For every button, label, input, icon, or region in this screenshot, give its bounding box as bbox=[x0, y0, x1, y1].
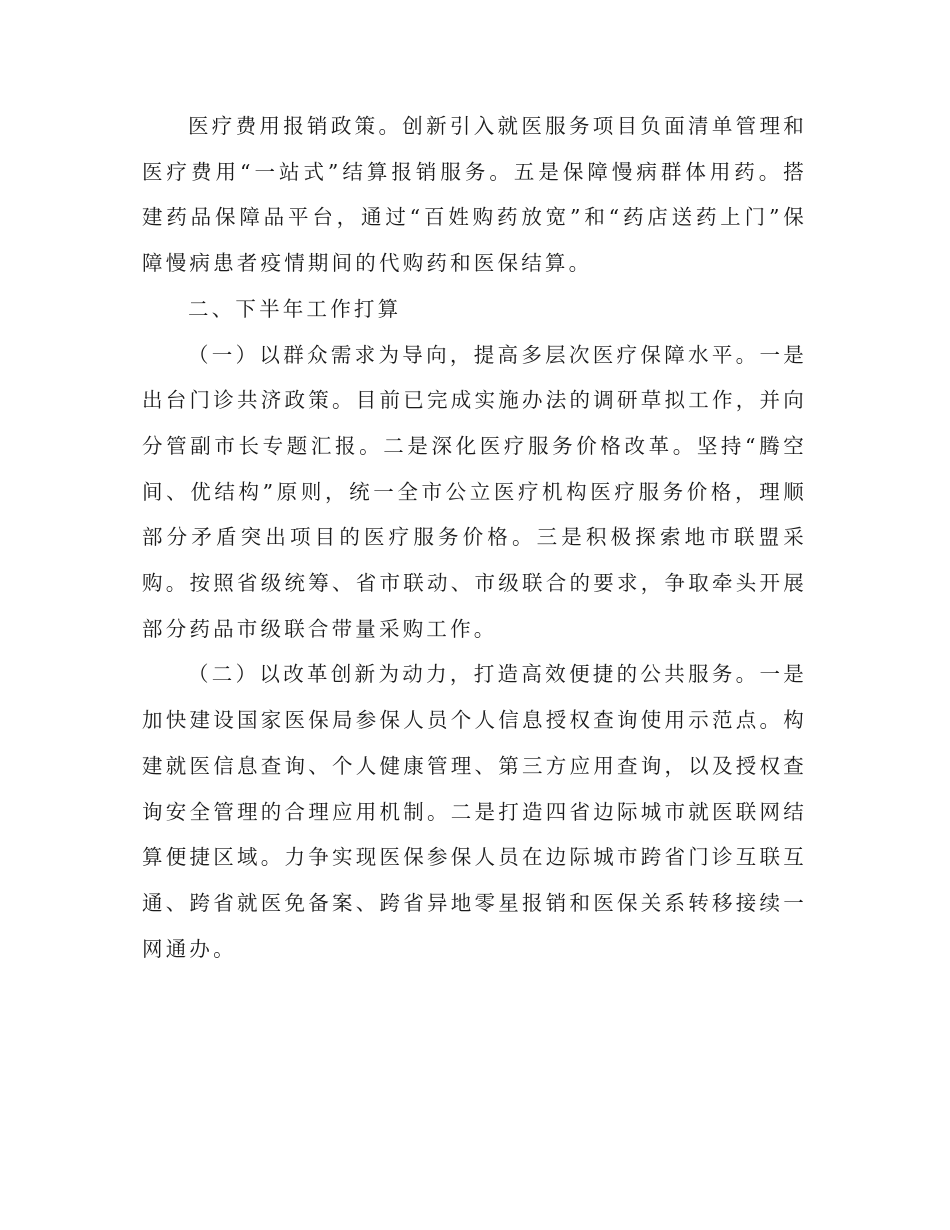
paragraph-item-one: （一）以群众需求为导向，提高多层次医疗保障水平。一是出台门诊共济政策。目前已完成实施办法的调研草拟工作，并向分管副市长专题汇报。二是深化医疗服务价格改革。坚持“腾空间、优结构”原则，统一全市公立医疗机构医疗服务价格，理顺部分矛盾突出项目的医疗服务价格。三是积极探索地市联盟采购。按照省级统筹、省市联动、市级联合的要求，争取牵头开展部分药品市级联合带量采购工作。 bbox=[142, 342, 807, 641]
section-heading-second-half-plan: 二、下半年工作打算 bbox=[188, 296, 402, 321]
paragraph-item-two: （二）以改革创新为动力，打造高效便捷的公共服务。一是加快建设国家医保局参保人员个人信息授权查询使用示范点。构建就医信息查询、个人健康管理、第三方应用查询，以及授权查询安全管理的合理应用机制。二是打造四省边际城市就医联网结算便捷区域。力争实现医保参保人员在边际城市跨省门诊互联互通、跨省就医免备案、跨省异地零星报销和医保关系转移接续一网通办。 bbox=[142, 662, 807, 961]
document-body bbox=[142, 104, 807, 972]
paragraph-reimbursement-policy: 医疗费用报销政策。创新引入就医服务项目负面清单管理和医疗费用“一站式”结算报销服务。五是保障慢病群体用药。搭建药品保障品平台，通过“百姓购药放宽”和“药店送药上门”保障慢病患者疫情期间的代购药和医保结算。 bbox=[142, 114, 807, 276]
